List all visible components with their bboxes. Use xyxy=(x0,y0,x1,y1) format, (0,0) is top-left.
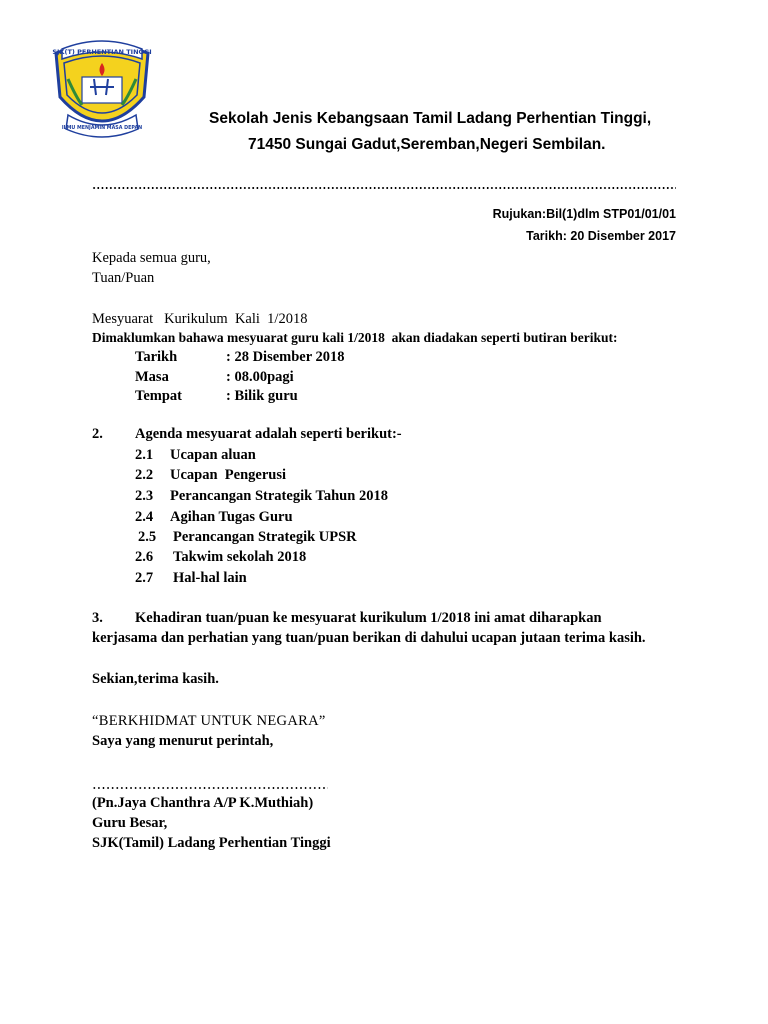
svg-text:ILMU MENJAMIN MASA DEPAN: ILMU MENJAMIN MASA DEPAN xyxy=(61,126,143,131)
agenda-number: 2. xyxy=(92,426,103,442)
motto-line: “BERKHIDMAT UNTUK NEGARA” xyxy=(92,713,326,729)
signature-line xyxy=(92,787,328,789)
agenda-item-number: 2.7 xyxy=(135,570,154,586)
school-address: 71450 Sungai Gadut,Seremban,Negeri Sembilan. xyxy=(248,136,606,153)
agenda-item-number: 2.1 xyxy=(135,447,154,463)
salutation: Tuan/Puan xyxy=(92,270,155,286)
attendance-line-1: Kehadiran tuan/puan ke mesyuarat kurikulum 1/2018 ini amat diharapkan xyxy=(135,610,602,626)
agenda-item-number: 2.3 xyxy=(135,488,154,504)
detail-label: Masa xyxy=(135,369,169,385)
letter-date: Tarikh: 20 Disember 2017 xyxy=(526,229,676,243)
attendance-number: 3. xyxy=(92,610,103,626)
signatory-name: (Pn.Jaya Chanthra A/P K.Muthiah) xyxy=(92,795,314,811)
detail-value: : Bilik guru xyxy=(226,388,298,404)
recipient-line: Kepada semua guru, xyxy=(92,250,211,266)
signatory-school: SJK(Tamil) Ladang Perhentian Tinggi xyxy=(92,835,331,851)
agenda-item-text: Ucapan Pengerusi xyxy=(170,467,286,483)
school-crest-logo xyxy=(42,39,162,149)
detail-value: : 08.00pagi xyxy=(226,369,294,385)
signatory-title: Guru Besar, xyxy=(92,815,168,831)
agenda-item-text: Agihan Tugas Guru xyxy=(170,509,293,525)
detail-label: Tempat xyxy=(135,388,182,404)
detail-label: Tarikh xyxy=(135,349,178,365)
obedient-line: Saya yang menurut perintah, xyxy=(92,733,274,749)
agenda-item-text: Ucapan aluan xyxy=(170,447,256,463)
closing-text: Sekian,terima kasih. xyxy=(92,671,219,687)
school-name: Sekolah Jenis Kebangsaan Tamil Ladang Perhentian Tinggi, xyxy=(209,110,652,127)
intro-text: Dimaklumkan bahawa mesyuarat guru kali 1/2018 akan diadakan seperti butiran berikut: xyxy=(92,330,618,345)
agenda-item-number: 2.2 xyxy=(135,467,154,483)
agenda-heading: Agenda mesyuarat adalah seperti berikut:- xyxy=(135,426,402,442)
agenda-item-text: Perancangan Strategik Tahun 2018 xyxy=(170,488,388,504)
detail-value: : 28 Disember 2018 xyxy=(226,349,345,365)
agenda-item-text: Perancangan Strategik UPSR xyxy=(173,529,357,545)
svg-text:SJK(T) PERHENTIAN TINGGI: SJK(T) PERHENTIAN TINGGI xyxy=(52,48,152,56)
attendance-line-2: kerjasama dan perhatian yang tuan/puan berikan di dahului ucapan jutaan terima kasih. xyxy=(92,630,646,646)
subject-line: Mesyuarat Kurikulum Kali 1/2018 xyxy=(92,311,308,327)
agenda-item-number: 2.5 xyxy=(138,529,157,545)
reference-number: Rujukan:Bil(1)dlm STP01/01/01 xyxy=(492,207,676,221)
agenda-item-number: 2.6 xyxy=(135,549,154,565)
header-divider xyxy=(92,187,676,189)
agenda-item-text: Hal-hal lain xyxy=(173,570,247,586)
agenda-item-text: Takwim sekolah 2018 xyxy=(173,549,307,565)
agenda-item-number: 2.4 xyxy=(135,509,154,525)
